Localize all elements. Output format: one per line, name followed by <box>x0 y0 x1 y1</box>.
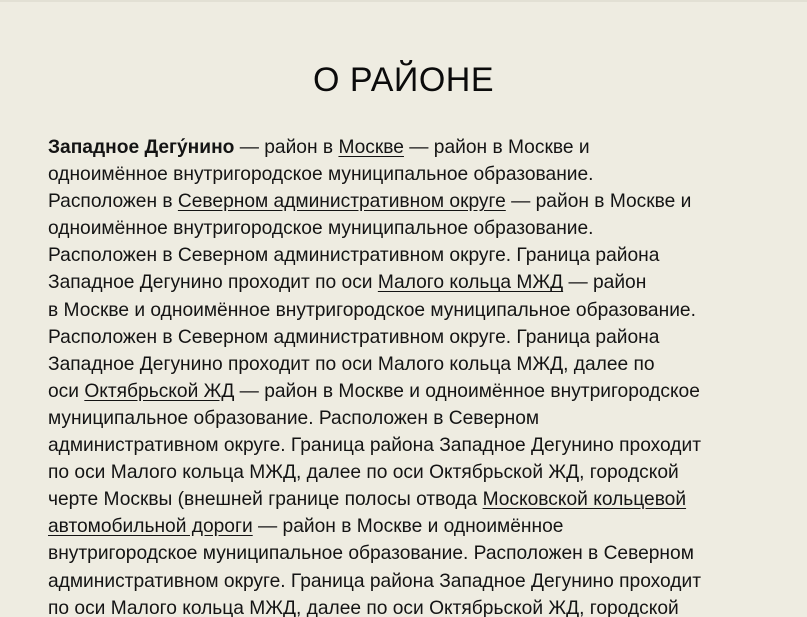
text-segment: — район <box>563 272 647 294</box>
text-segment: Западное Дегунино проходит по оси Малого кольца МЖД, далее по <box>48 353 655 375</box>
text-line <box>48 188 768 215</box>
text-line <box>48 269 768 296</box>
text-line <box>48 432 768 459</box>
text-line <box>48 486 768 513</box>
text-line <box>48 134 768 161</box>
text-segment: одноимённое внутригородское муниципальное образование. <box>48 164 594 186</box>
text-line <box>48 161 768 188</box>
text-segment: муниципальное образование. Расположен в Северном <box>48 407 540 429</box>
text-line <box>48 215 768 242</box>
link-small-ring-railway[interactable]: Малого кольца МЖД <box>377 272 564 294</box>
text-segment: Западное Дегунино проходит по оси <box>48 272 378 294</box>
text-segment: оси <box>48 380 85 402</box>
text-line <box>48 540 768 567</box>
text-line <box>48 324 768 351</box>
text-segment: административном округе. Граница района Западное Дегунино проходит <box>48 435 702 457</box>
text-segment: в Москве и одноимённое внутригородское муниципальное образование. <box>48 299 696 321</box>
text-line <box>48 459 768 486</box>
link-moscow[interactable]: Москве <box>338 137 404 158</box>
text-line <box>48 568 768 595</box>
link-mkad[interactable]: Московской кольцевой <box>482 489 687 511</box>
text-line <box>48 378 768 405</box>
slide-title: О РАЙОНЕ <box>312 61 495 99</box>
text-segment: внутригородское муниципальное образование. Расположен в Северном <box>48 543 694 565</box>
top-divider <box>0 0 807 2</box>
link-northern-district[interactable]: Северном административном округе <box>177 191 506 213</box>
text-segment: по оси Малого кольца МЖД, далее по оси Октябрьской ЖД, городской <box>48 597 679 617</box>
text-segment: — район в Москве и одноимённое <box>252 516 564 538</box>
text-line <box>48 595 768 617</box>
text-line <box>48 513 768 540</box>
text-segment: черте Москвы (внешней границе полосы отвода <box>48 489 483 511</box>
text-line <box>48 242 768 269</box>
text-segment: — район в Москве и <box>505 191 692 213</box>
text-line <box>48 351 768 378</box>
text-segment: административном округе. Граница района Западное Дегунино проходит <box>48 570 702 592</box>
text-segment: — район в Москве и <box>403 137 590 158</box>
text-line <box>48 405 768 432</box>
text-segment: Расположен в Северном административном округе. Граница района <box>48 245 660 267</box>
district-name: Западное Дегу́нино <box>48 137 235 158</box>
text-segment: — район в <box>234 137 339 158</box>
text-segment: одноимённое внутригородское муниципальное образование. <box>48 218 594 240</box>
text-segment: Расположен в Северном административном округе. Граница района <box>48 326 660 348</box>
text-segment: Расположен в <box>48 191 178 213</box>
link-mkad-continued[interactable]: автомобильной дороги <box>48 516 253 538</box>
body-text <box>48 134 768 617</box>
text-segment: — район в Москве и одноимённое внутригородское <box>234 380 700 402</box>
text-segment: по оси Малого кольца МЖД, далее по оси Октябрьской ЖД, городской <box>48 462 679 484</box>
text-line <box>48 297 768 324</box>
link-october-railway[interactable]: Октябрьской ЖД <box>84 380 235 402</box>
